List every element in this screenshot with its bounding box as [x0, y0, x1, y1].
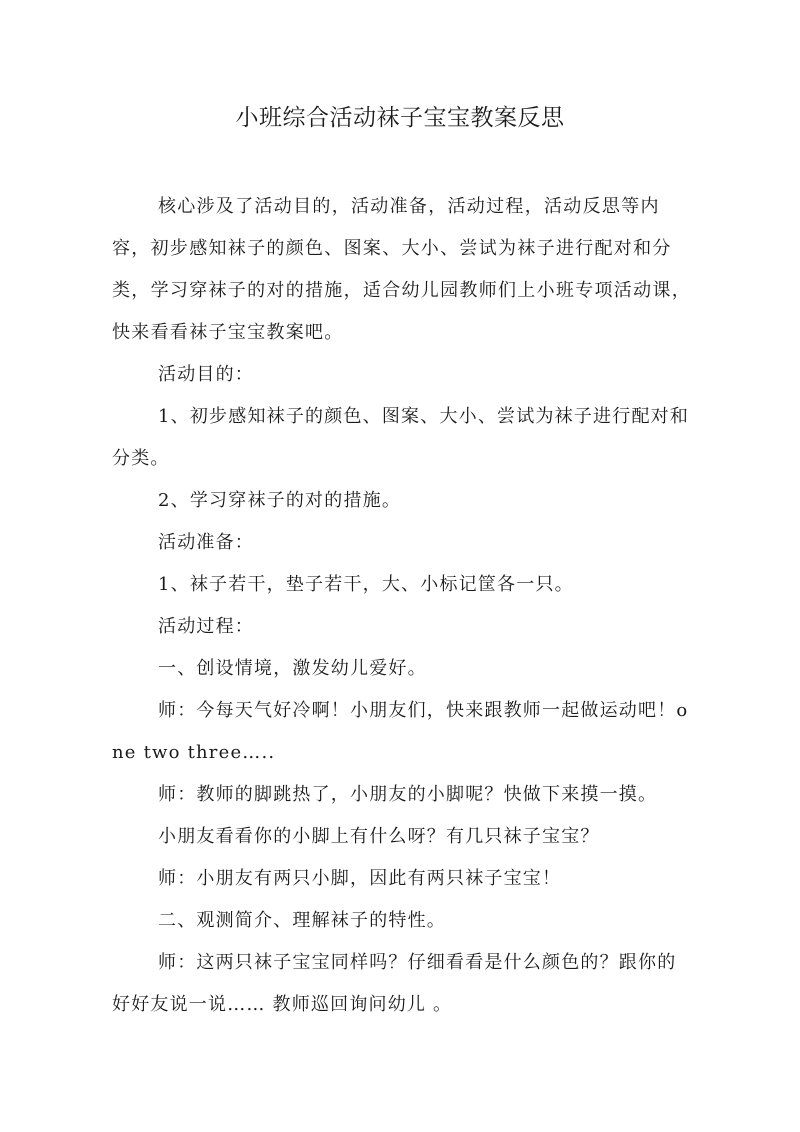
section-heading-process: 活动过程： [158, 616, 254, 637]
intro-paragraph: 核心涉及了活动目的，活动准备，活动过程，活动反思等内容，初步感知袜子的颜色、图案、大小、尝试为袜子进行配对和分类，学习穿袜子的对的措施，适合幼儿园教师们上小班专项活动课，快来看看袜子宝宝教案吧。 [112, 196, 691, 343]
teacher-line-2: 师：教师的脚跳热了，小朋友的小脚呢？快做下来摸一摸。 [158, 784, 658, 805]
objective-item-1: 1、初步感知袜子的颜色、图案、大小、尝试为袜子进行配对和分类。 [112, 406, 690, 469]
process-step-1-heading: 一、创设情境，激发幼儿爱好。 [158, 658, 427, 679]
document-title: 小班综合活动袜子宝宝教案反思 [235, 105, 565, 131]
process-step-2-heading: 二、观测简介、理解袜子的特性。 [158, 910, 446, 931]
section-heading-objectives: 活动目的： [158, 364, 254, 385]
objective-item-2: 2、学习穿袜子的对的措施。 [158, 490, 402, 511]
document-body [112, 186, 692, 1026]
preparation-item-1: 1、袜子若干，垫子若干，大、小标记筐各一只。 [158, 574, 574, 595]
teacher-line-3: 小朋友看看你的小脚上有什么呀？有几只袜子宝宝？ [158, 826, 600, 847]
teacher-line-5: 师：这两只袜子宝宝同样吗？仔细看看是什么颜色的？跟你的好好友说一说…… 教师巡回询问幼儿 。 [112, 952, 677, 1015]
teacher-line-1: 师：今每天气好冷啊！小朋友们，快来跟教师一起做运动吧！one two three….. [112, 700, 689, 763]
teacher-line-4: 师：小朋友有两只小脚，因此有两只袜子宝宝！ [158, 868, 562, 889]
section-heading-preparation: 活动准备： [158, 532, 254, 553]
